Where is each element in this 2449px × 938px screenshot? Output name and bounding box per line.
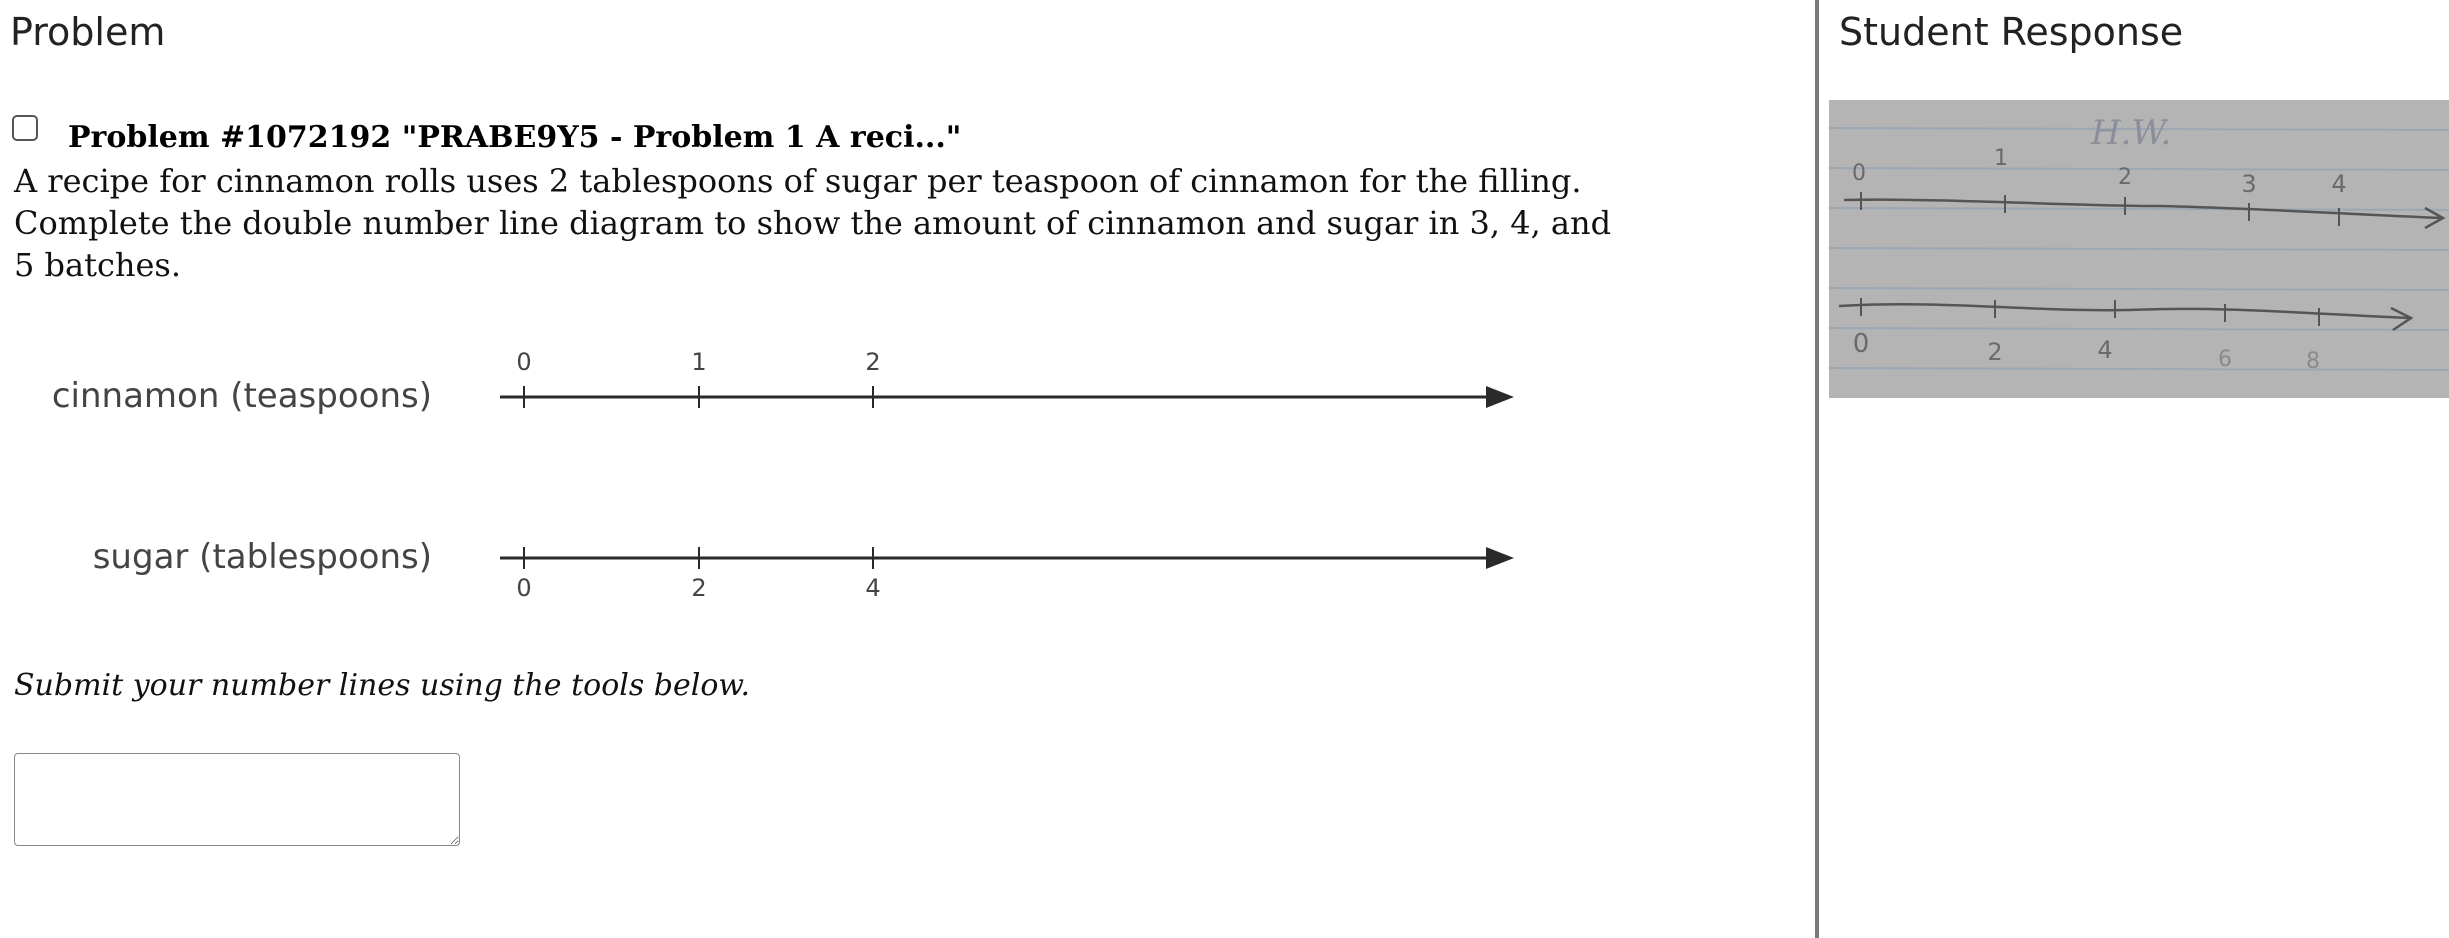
cinnamon-line-label: cinnamon (teaspoons) bbox=[51, 376, 432, 416]
cinnamon-tick-label: 0 bbox=[516, 348, 532, 376]
handwritten-bottom-label: 8 bbox=[2306, 349, 2320, 374]
handwritten-top-label: 3 bbox=[2241, 170, 2257, 198]
student-response-heading: Student Response bbox=[1839, 10, 2184, 54]
handwritten-bottom-label: 2 bbox=[1987, 338, 2003, 366]
handwritten-bottom-label: 0 bbox=[1852, 329, 1870, 359]
student-response-pane bbox=[1819, 0, 2449, 938]
handwritten-top-label: 4 bbox=[2331, 170, 2347, 198]
problem-title: Problem #1072192 "PRABE9Y5 - Problem 1 A reci..." bbox=[68, 120, 962, 155]
cinnamon-tick-label: 1 bbox=[691, 348, 707, 376]
sugar-line-arrowhead bbox=[1486, 547, 1514, 569]
handwritten-number-lines bbox=[1829, 100, 2449, 398]
sugar-tick-label: 0 bbox=[516, 574, 532, 602]
handwritten-top-label: 1 bbox=[1994, 146, 2008, 171]
handwritten-title: H.W. bbox=[2091, 113, 2172, 153]
cinnamon-tick-label: 2 bbox=[865, 348, 881, 376]
problem-text: A recipe for cinnamon rolls uses 2 tablespoons of sugar per teaspoon of cinnamon for the filling. Complete the double number line diagram to show the amount of cinnamon and sugar in 3, 4, and 5 batches. bbox=[14, 162, 1612, 284]
submission-instructions: Submit your number lines using the tools below. bbox=[14, 668, 751, 703]
double-number-line-diagram bbox=[0, 330, 1560, 630]
problem-heading: Problem bbox=[10, 10, 166, 54]
handwritten-bottom-label: 4 bbox=[2097, 336, 2113, 364]
student-response-photo bbox=[1829, 100, 2449, 398]
handwritten-top-label: 2 bbox=[2118, 165, 2132, 190]
problem-checkbox[interactable] bbox=[12, 115, 38, 141]
sugar-tick-label: 4 bbox=[865, 574, 881, 602]
answer-textarea[interactable] bbox=[14, 753, 460, 846]
sugar-line-label: sugar (tablespoons) bbox=[92, 537, 432, 577]
handwritten-top-label: 0 bbox=[1852, 161, 1866, 186]
sugar-tick-label: 2 bbox=[691, 574, 707, 602]
handwritten-bottom-label: 6 bbox=[2218, 347, 2232, 372]
cinnamon-line-arrowhead bbox=[1486, 386, 1514, 408]
